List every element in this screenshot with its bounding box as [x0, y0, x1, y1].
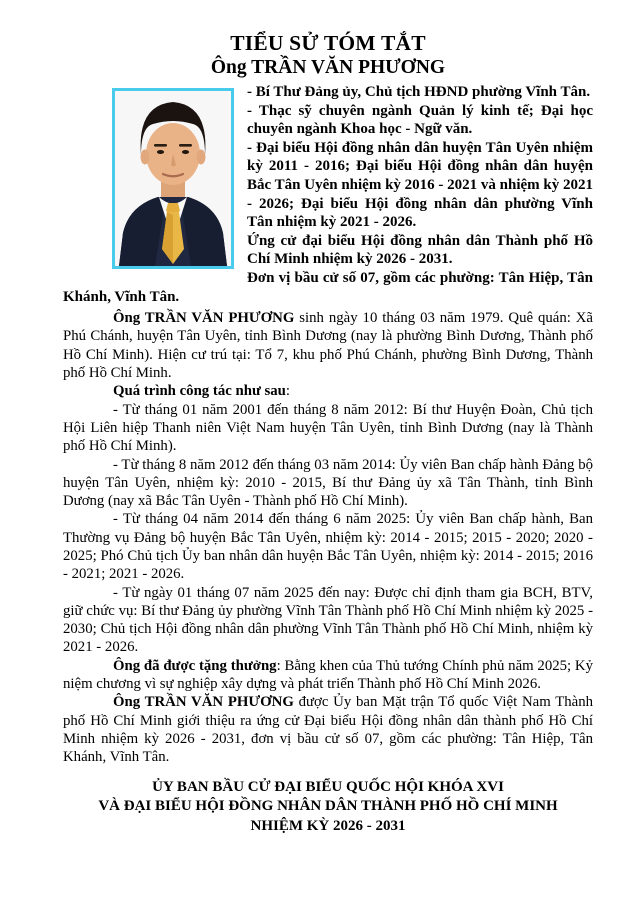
summary-item: - Đại biểu Hội đồng nhân dân huyện Tân Uyên nhiệm kỳ 2011 - 2016; Đại biểu Hội đồng nhân dân huyện Bắc Tân Uyên nhiệm kỳ 2016 - 2021 và nhiệm kỳ 2021 - 2026; Đại biểu Hội đồng nhân dân phường Vĩnh Tân nhiệm kỳ 2021 - 2026.: [247, 139, 594, 231]
paragraph-lead: Quá trình công tác như sau: [113, 383, 286, 400]
paragraph-text: : Bằng khen của Thủ tướng Chính phủ năm 2025; Kỷ niệm chương vì sự nghiệp xây dựng và phát triển Thành phố Hồ Chí Minh 2026.: [63, 657, 593, 693]
candidate-name-heading: Ông TRẦN VĂN PHƯƠNG: [210, 57, 446, 78]
paragraph-text: sinh ngày 10 tháng 03 năm 1979. Quê quán: Xã Phú Chánh, huyện Tân Uyên, tỉnh Bình Dương (nay là phường Bình Dương, Thành phố Hồ Chí Minh). Hiện cư trú tại: Tổ 7, khu phố Phú Chánh, phường Bình Dương, Thành phố Hồ Chí Minh.: [63, 310, 593, 382]
summary-item: Ứng cử đại biểu Hội đồng nhân dân Thành phố Hồ Chí Minh nhiệm kỳ 2026 - 2031.: [247, 232, 593, 268]
paragraph-lead: Ông đã được tặng thưởng: [113, 657, 277, 674]
footer-line: NHIỆM KỲ 2026 - 2031: [250, 817, 406, 834]
summary-item: Đơn vị bầu cử số 07, gồm các phường: Tân Hiệp, Tân Khánh, Vĩnh Tân.: [63, 269, 593, 305]
portrait-illustration: [115, 91, 231, 266]
biography-paragraph: [63, 693, 593, 766]
paragraph-lead: Ông TRẦN VĂN PHƯƠNG: [113, 694, 294, 711]
election-committee-footer: [63, 778, 593, 837]
paragraph-text: - Từ tháng 04 năm 2014 đến tháng 6 năm 2025: Ủy viên Ban chấp hành, Ban Thường vụ Đảng bộ huyện Bắc Tân Uyên, nhiệm kỳ: 2014 - 2015; 2015 - 2020; 2020 - 2025; Phó Chủ tịch Ủy ban nhân dân huyện Bắc Tân Uyên, nhiệm kỳ: 2014 - 2015; 2016 - 2021; 2021 - 2026.: [63, 511, 593, 583]
biography-paragraph: [63, 456, 593, 511]
paragraph-lead: Ông TRẦN VĂN PHƯƠNG: [113, 310, 295, 327]
paragraph-text: - Từ tháng 8 năm 2012 đến tháng 03 năm 2014: Ủy viên Ban chấp hành Đảng bộ huyện Tân Uyên, nhiệm kỳ: 2010 - 2015, Bí thư Đảng ủy xã Tân Thành, tỉnh Bình Dương (nay xã Bắc Tân Uyên - Thành phố Hồ Chí Minh).: [63, 456, 593, 510]
document-title: TIỂU SỬ TÓM TẮT: [230, 31, 426, 55]
biography-paragraph: [63, 306, 593, 382]
biography-paragraph: [63, 584, 593, 657]
footer-line: VÀ ĐẠI BIỂU HỘI ĐỒNG NHÂN DÂN THÀNH PHỐ HỒ CHÍ MINH: [98, 798, 558, 815]
footer-line: ỦY BAN BẦU CỬ ĐẠI BIỂU QUỐC HỘI KHÓA XVI: [152, 778, 504, 795]
paragraph-text: được Ủy ban Mặt trận Tổ quốc Việt Nam Thành phố Hồ Chí Minh giới thiệu ra ứng cử Đại biểu Hội đồng nhân dân thành phố Hồ Chí Minh nhiệm kỳ 2026 - 2031, đơn vị bầu cử số 07, gồm các phường: Tân Hiệp, Tân Khánh, Vĩnh Tân.: [63, 694, 594, 766]
summary-item: - Thạc sỹ chuyên ngành Quản lý kinh tế; Đại học chuyên ngành Khoa học - Ngữ văn.: [247, 102, 593, 138]
biography-paragraph: [63, 657, 593, 694]
biography-body: [63, 306, 593, 766]
paragraph-text: - Từ ngày 01 tháng 07 năm 2025 đến nay: Được chỉ định tham gia BCH, BTV, giữ chức vụ: Bí thư Đảng ủy phường Vĩnh Tân Thành phố Hồ Chí Minh nhiệm kỳ 2025 - 2030; Chủ tịch Hội đồng nhân dân phường Vĩnh Tân Thành phố Hồ Chí Minh, nhiệm kỳ 2021 - 2026.: [63, 584, 593, 656]
biography-paragraph: [63, 382, 593, 400]
biography-paragraph: [63, 510, 593, 583]
paragraph-text: :: [285, 383, 291, 400]
biography-paragraph: [63, 401, 593, 456]
portrait-photo: [112, 88, 234, 269]
paragraph-text: - Từ tháng 01 năm 2001 đến tháng 8 năm 2012: Bí thư Huyện Đoàn, Chủ tịch Hội Liên hiệp Thanh niên Việt Nam huyện Tân Uyên, tỉnh Bình Dương (nay là Thành phố Hồ Chí Minh).: [63, 401, 593, 455]
summary-item: - Bí Thư Đảng ủy, Chủ tịch HĐND phường Vĩnh Tân.: [247, 84, 591, 100]
